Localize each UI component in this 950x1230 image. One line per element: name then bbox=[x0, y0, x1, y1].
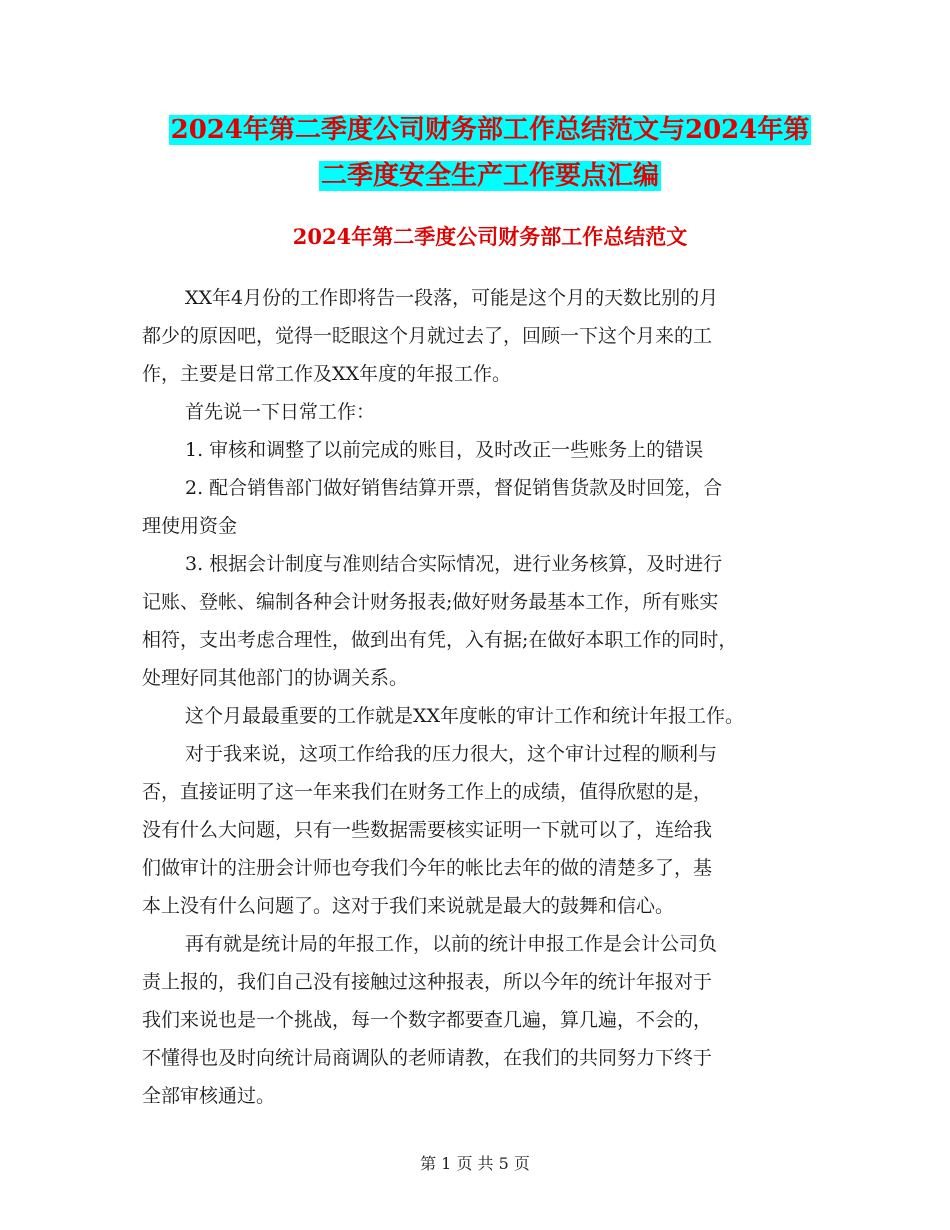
paragraph-line: XX年4月份的工作即将告一段落，可能是这个月的天数比别的月 bbox=[185, 287, 719, 309]
paragraph-line: 没有什么大问题，只有一些数据需要核实证明一下就可以了，连给我 bbox=[142, 819, 713, 841]
list-item-line: 1. 审核和调整了以前完成的账目，及时改正一些账务上的错误 bbox=[185, 439, 704, 461]
paragraph-line: 这个月最最重要的工作就是XX年度帐的审计工作和统计年报工作。 bbox=[185, 705, 745, 727]
paragraph-line: 都少的原因吧，觉得一眨眼这个月就过去了，回顾一下这个月来的工 bbox=[142, 325, 713, 347]
paragraph-line: 再有就是统计局的年报工作，以前的统计申报工作是会计公司负 bbox=[185, 933, 718, 955]
section-title: 2024年第二季度公司财务部工作总结范文 bbox=[292, 224, 688, 249]
paragraph-line: 首先说一下日常工作： bbox=[185, 401, 376, 423]
page-number-footer: 第 1 页 共 5 页 bbox=[420, 1154, 530, 1173]
paragraph-line: 否，直接证明了这一年来我们在财务工作上的成绩，值得欣慰的是， bbox=[142, 781, 713, 803]
document-title-line-2 bbox=[140, 154, 840, 198]
paragraph-line: 对于我来说，这项工作给我的压力很大，这个审计过程的顺利与 bbox=[185, 743, 718, 765]
list-item-line: 理使用资金 bbox=[142, 515, 238, 537]
title-highlight-1: 2024年第二季度公司财务部工作总结范文与2024年第 bbox=[170, 115, 810, 145]
title-highlight-2: 二季度安全生产工作要点汇编 bbox=[320, 161, 659, 191]
list-item-line: 相符，支出考虑合理性，做到出有凭，入有据;在做好本职工作的同时， bbox=[142, 629, 738, 651]
paragraph-line: 不懂得也及时向统计局商调队的老师请教，在我们的共同努力下终于 bbox=[142, 1047, 713, 1069]
paragraph-line: 本上没有什么问题了。这对于我们来说就是最大的鼓舞和信心。 bbox=[142, 895, 675, 917]
document-body bbox=[142, 279, 810, 1115]
list-item-line: 处理好同其他部门的协调关系。 bbox=[142, 667, 409, 689]
document-title-line-1 bbox=[140, 108, 840, 152]
paragraph-line: 责上报的，我们自己没有接触过这种报表，所以今年的统计年报对于 bbox=[142, 971, 713, 993]
list-item-line: 2. 配合销售部门做好销售结算开票，督促销售货款及时回笼，合 bbox=[185, 477, 723, 499]
paragraph-line: 作，主要是日常工作及XX年度的年报工作。 bbox=[142, 363, 512, 385]
list-item-line: 3. 根据会计制度与准则结合实际情况，进行业务核算，及时进行 bbox=[185, 553, 723, 575]
paragraph-line: 我们来说也是一个挑战，每一个数字都要查几遍，算几遍，不会的， bbox=[142, 1009, 713, 1031]
paragraph-line: 全部审核通过。 bbox=[142, 1085, 276, 1107]
paragraph-line: 们做审计的注册会计师也夸我们今年的帐比去年的做的清楚多了，基 bbox=[142, 857, 713, 879]
list-item-line: 记账、登帐、编制各种会计财务报表;做好财务最基本工作，所有账实 bbox=[142, 591, 719, 613]
